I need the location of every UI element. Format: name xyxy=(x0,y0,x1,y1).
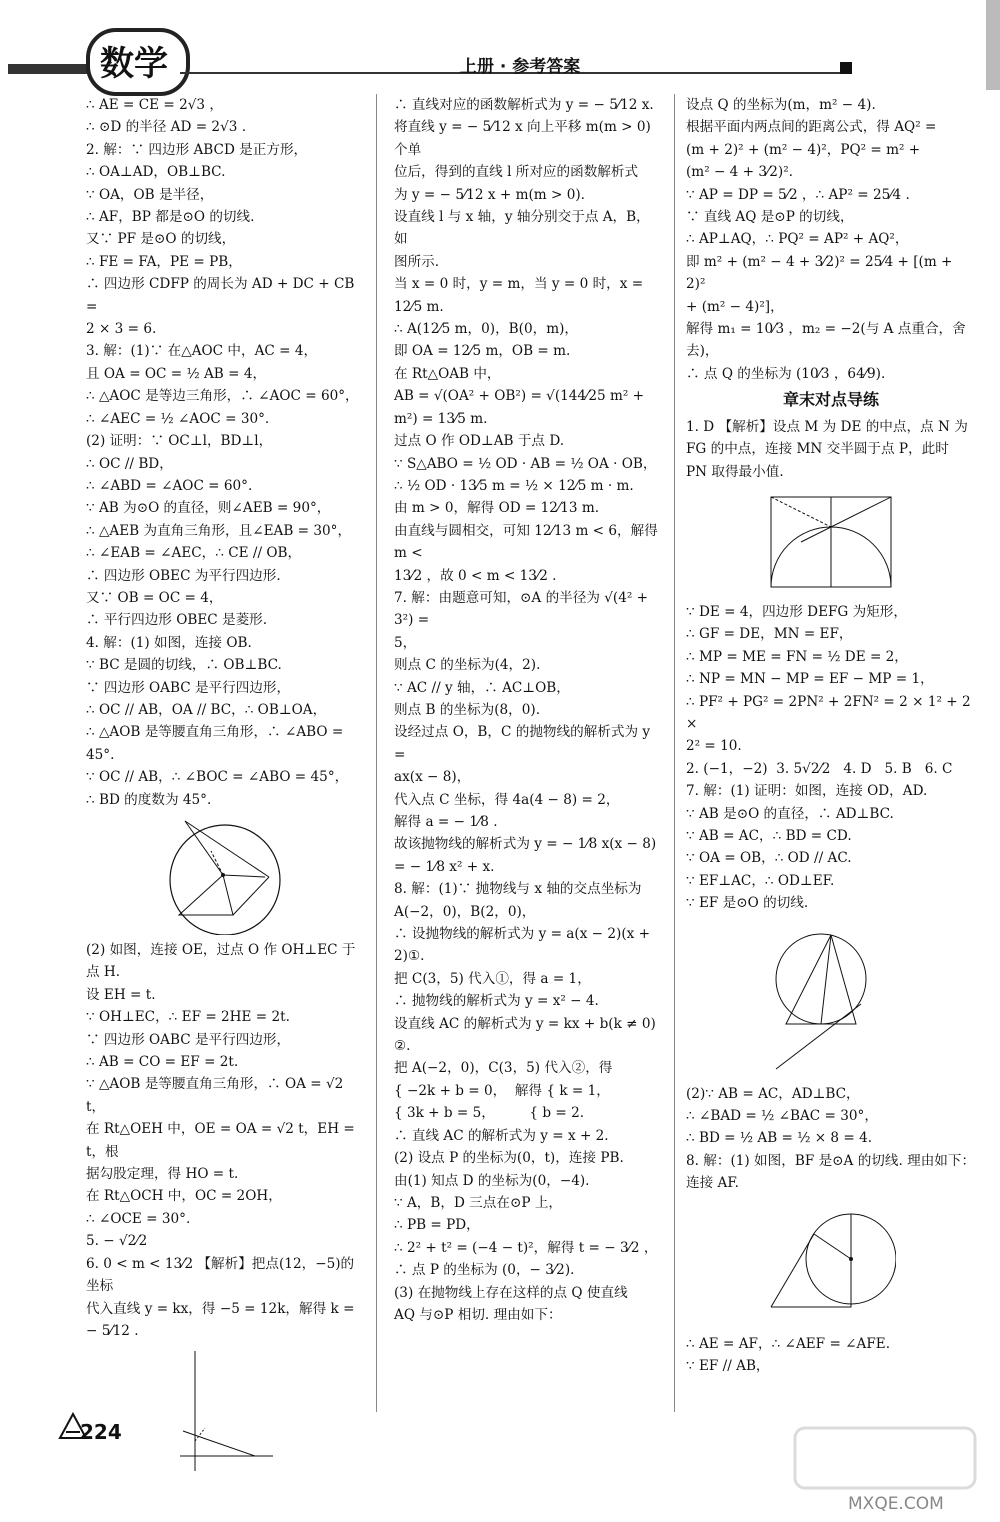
text-line: 把 C(3，5) 代入①，得 a = 1， xyxy=(394,970,591,987)
header-title: 上册 · 参考答案 xyxy=(460,57,581,77)
text-line: ∴ ∠ABD = ∠AOC = 60°. xyxy=(86,477,253,494)
text-line: 1. D 【解析】设点 M 为 DE 的中点，点 N 为 xyxy=(686,418,968,435)
text-block xyxy=(394,94,662,1326)
text-line: ∵ △AOB 是等腰直角三角形，∴ OA = √2 t， xyxy=(86,1076,348,1115)
text-line: 代入直线 y = kx，得 −5 = 12k，解得 k = − 5⁄12 . xyxy=(86,1300,359,1339)
subject-logo xyxy=(86,28,190,96)
text-line: ∴ △AOC 是等边三角形，∴ ∠AOC = 60°， xyxy=(86,388,359,405)
text-line: PN 取得最小值. xyxy=(686,463,784,480)
text-line: ∴ AE = CE = 2√3 ， xyxy=(86,97,223,113)
logo-text: 数学 xyxy=(100,44,168,84)
text-line: 在 Rt△OEH 中，OE = OA = √2 t，EH = t，根 xyxy=(86,1121,360,1160)
text-line: 代入点 C 坐标，得 4a(4 − 8) = 2， xyxy=(394,791,620,808)
text-line: 把 A(−2，0)，C(3，5) 代入②，得 xyxy=(394,1060,613,1077)
text-line: ∵ AB = AC，∴ BD = CD. xyxy=(686,827,852,844)
text-line: ∴ A(12⁄5 m，0)，B(0，m)， xyxy=(394,321,578,338)
text-line: 8. 解：(1) 如图，BF 是⊙A 的切线. 理由如下： xyxy=(686,1152,976,1169)
text-line: FG 的中点，连接 MN 交半圆于点 P，此时 xyxy=(686,441,949,458)
text-line: ∵ OH⊥EC，∴ EF = 2HE = 2t. xyxy=(86,1009,290,1026)
text-line: 2)①. xyxy=(394,948,425,965)
text-line: AQ 与⊙P 相切. 理由如下： xyxy=(394,1306,562,1323)
page-header xyxy=(0,0,1000,92)
text-line: 位后，得到的直线 l 所对应的函数解析式 xyxy=(394,164,639,181)
figure-circle-oabc xyxy=(145,815,305,935)
text-line: ∵ AB 为⊙O 的直径，则∠AEB = 90°， xyxy=(86,500,331,517)
text-line: 由直线与圆相交，可知 12⁄13 m < 6，解得 m < xyxy=(394,522,663,562)
text-line: ∴ AE = AF，∴ ∠AEF = ∠AFE. xyxy=(686,1335,891,1352)
text-line: 在 Rt△OAB 中， xyxy=(394,365,501,382)
text-line: + (m² − 4)²]， xyxy=(686,298,784,315)
text-block xyxy=(686,1333,976,1378)
column-right xyxy=(686,94,976,1377)
figure-circle-a-tangent xyxy=(766,1199,896,1329)
text-line: 45°. xyxy=(86,746,115,763)
text-line: 故该抛物线的解析式为 y = − 1⁄8 x(x − 8) xyxy=(394,836,657,853)
text-line: 8. 解：(1)∵ 抛物线与 x 轴的交点坐标为 xyxy=(394,881,642,898)
text-line: ∵ OA，OB 是半径， xyxy=(86,186,214,203)
text-line: 设点 Q 的坐标为(m，m² − 4). xyxy=(686,97,876,113)
text-line: ∴ PF² + PG² = 2PN² + 2FN² = 2 × 1² + 2 × xyxy=(686,693,975,732)
text-line: ∵ DE = 4，四边形 DEFG 为矩形， xyxy=(686,603,907,620)
text-line: 据勾股定理，得 HO = t. xyxy=(86,1166,239,1183)
text-line: ∵ OC // AB，∴ ∠BOC = ∠ABO = 45°， xyxy=(86,769,349,786)
text-line: 又∵ OB = OC = 4， xyxy=(86,589,223,606)
column-left xyxy=(86,94,364,1480)
text-line: 6. 0 < m < 13⁄2 【解析】把点(12，−5)的坐标 xyxy=(86,1255,355,1295)
text-line: A(−2，0)，B(2，0)， xyxy=(394,903,536,920)
text-line: 3. 解：(1)∵ 在△AOC 中，AC = 4， xyxy=(86,343,318,360)
text-line: ∴ 直线对应的函数解析式为 y = − 5⁄12 x. xyxy=(394,97,654,113)
text-line: ∴ 2² + t² = (−4 − t)²，解得 t = − 3⁄2 ， xyxy=(394,1239,658,1256)
text-line: (2)∵ AB = AC，AD⊥BC， xyxy=(686,1085,860,1102)
text-line: ∴ OC // BD， xyxy=(86,455,173,472)
text-line: 则点 C 的坐标为(4，2). xyxy=(394,657,541,674)
text-line: ∴ △AOB 是等腰直角三角形，∴ ∠ABO = xyxy=(86,724,344,741)
text-line: 由 m > 0，解得 OD = 12⁄13 m. xyxy=(394,500,600,517)
text-line: 则点 B 的坐标为(8，0). xyxy=(394,701,541,718)
text-line: 即 m² + (m² − 4 + 3⁄2)² = 25⁄4 + [(m + 2)² xyxy=(686,253,957,293)
text-line: 设经过点 O，B，C 的抛物线的解析式为 y = xyxy=(394,724,655,763)
text-line: 2 × 3 = 6. xyxy=(86,321,157,338)
text-line: ∴ ∠EAB = ∠AEC，∴ CE // OB， xyxy=(86,545,302,562)
text-line: 7. 解：(1) 证明：如图，连接 OD，AD. xyxy=(686,783,928,800)
text-line: ∴ ⊙D 的半径 AD = 2√3 . xyxy=(86,119,247,136)
text-line: ∴ GF = DE，MN = EF， xyxy=(686,626,853,643)
text-line: 又∵ PF 是⊙O 的切线， xyxy=(86,231,236,248)
text-block xyxy=(686,601,976,915)
text-line: ∴ ∠AEC = ½ ∠AOC = 30°. xyxy=(86,410,270,427)
text-line: ∵ 直线 AQ 是⊙P 的切线， xyxy=(686,209,854,226)
text-line: 且 OA = OC = ½ AB = 4， xyxy=(86,365,267,382)
text-line: ∴ ∠BAD = ½ ∠BAC = 30°， xyxy=(686,1108,878,1124)
text-line: ∵ AP = DP = 5⁄2 ，∴ AP² = 25⁄4 . xyxy=(686,186,910,203)
text-block xyxy=(86,94,364,811)
text-line: ∴ OA⊥AD，OB⊥BC. xyxy=(86,164,226,181)
text-line: (3) 在抛物线上存在这样的点 Q 使直线 xyxy=(394,1284,628,1301)
text-line: 解得 m₁ = 10⁄3 ，m₂ = −2(与 A 点重合，舍去)， xyxy=(686,321,966,360)
text-line: 过点 O 作 OD⊥AB 于点 D. xyxy=(394,433,565,450)
column-divider xyxy=(376,94,377,1412)
text-line: ∴ ½ OD · 13⁄5 m = ½ × 12⁄5 m · m. xyxy=(394,477,634,494)
watermark-url: MXQE.COM xyxy=(848,1494,944,1514)
text-line: ∴ 点 Q 的坐标为 (10⁄3 ，64⁄9). xyxy=(686,365,886,382)
figure-axes-line xyxy=(175,1346,275,1476)
text-line: ∵ S△ABO = ½ OD · AB = ½ OA · OB， xyxy=(394,455,657,472)
text-line: ∵ A，B，D 三点在⊙P 上， xyxy=(394,1194,563,1211)
text-line: { 3k + b = 5， { b = 2. xyxy=(394,1105,585,1122)
text-line: ∴ 四边形 CDFP 的周长为 AD + DC + CB = xyxy=(86,276,359,315)
text-line: 即 OA = 12⁄5 m，OB = m. xyxy=(394,343,571,360)
text-line: ∴ 抛物线的解析式为 y = x² − 4. xyxy=(394,993,599,1010)
text-line: ∵ AC // y 轴，∴ AC⊥OB， xyxy=(394,679,570,696)
text-line: ∵ EF // AB， xyxy=(686,1358,770,1375)
text-line: ∴ PB = PD， xyxy=(394,1217,480,1234)
text-line: (2) 证明：∵ OC⊥l，BD⊥l， xyxy=(86,433,273,450)
text-line: AB = √(OA² + OB²) = √(144⁄25 m² + m²) = 13⁄5 m. xyxy=(394,388,649,427)
text-line: ∴ AF，BP 都是⊙O 的切线. xyxy=(86,209,255,226)
text-line: 为 y = − 5⁄12 x + m(m > 0). xyxy=(394,186,585,203)
text-block xyxy=(686,416,976,483)
text-line: 连接 AF. xyxy=(686,1175,739,1192)
text-line: ∴ 平行四边形 OBEC 是菱形. xyxy=(86,612,268,629)
text-line: ∴ ∠OCE = 30°. xyxy=(86,1210,191,1227)
text-line: 设 EH = t. xyxy=(86,986,156,1003)
text-line: ∴ AB = CO = EF = 2t. xyxy=(86,1054,239,1071)
figure-rectangle-semicircle xyxy=(761,487,901,597)
text-line: ∵ BC 是圆的切线，∴ OB⊥BC. xyxy=(86,657,282,674)
text-line: ∴ OC // AB，OA // BC，∴ OB⊥OA， xyxy=(86,701,327,718)
text-line: 4. 解：(1) 如图，连接 OB. xyxy=(86,634,252,651)
section-title: 章末对点导练 xyxy=(782,390,879,410)
text-line: 7. 解：由题意可知，⊙A 的半径为 √(4² + 3²) = xyxy=(394,589,653,629)
column-divider xyxy=(674,94,675,1412)
text-line: ∵ 四边形 OABC 是平行四边形， xyxy=(86,679,291,696)
text-line: 2. (−1，−2) 3. 5√2⁄2 4. D 5. B 6. C xyxy=(686,760,953,777)
text-line: 当 x = 0 时，y = m，当 y = 0 时，x = 12⁄5 m. xyxy=(394,276,648,315)
text-line: ∵ AB 是⊙O 的直径，∴ AD⊥BC. xyxy=(686,805,894,822)
text-line: 图所示. xyxy=(394,253,440,270)
text-line: (2) 设点 P 的坐标为(0，t)，连接 PB. xyxy=(394,1150,624,1167)
column-middle xyxy=(394,94,662,1326)
text-line: ∴ NP = MN − MP = EF − MP = 1， xyxy=(686,671,934,688)
page-edge-strip xyxy=(986,0,1000,90)
text-line: ∴ 设抛物线的解析式为 y = a(x − 2)(x + xyxy=(394,926,651,943)
text-line: 将直线 y = − 5⁄12 x 向上平移 m(m > 0) 个单 xyxy=(394,119,656,158)
text-line: 5， xyxy=(394,634,417,651)
text-line: (2) 如图，连接 OE，过点 O 作 OH⊥EC 于 xyxy=(86,942,356,958)
text-line: 5. − √2⁄2 xyxy=(86,1233,148,1250)
figure-circle-abc xyxy=(766,919,896,1079)
text-line: (m + 2)² + (m² − 4)²，PQ² = m² + xyxy=(686,141,921,158)
text-line: ∴ △AEB 为直角三角形，且∠EAB = 30°， xyxy=(86,522,352,539)
text-line: 解得 a = − 1⁄8 . xyxy=(394,814,498,830)
text-line: 2. 解：∵ 四边形 ABCD 是正方形， xyxy=(86,141,308,158)
text-line: ∵ EF 是⊙O 的切线. xyxy=(686,895,809,912)
text-line: 13⁄2 ，故 0 < m < 13⁄2 . xyxy=(394,567,557,584)
header-bar xyxy=(8,64,88,74)
text-line: ∴ 点 P 的坐标为 (0，− 3⁄2). xyxy=(394,1262,575,1279)
text-line: { −2k + b = 0， 解得 { k = 1， xyxy=(394,1082,610,1099)
text-line: ∴ MP = ME = FN = ½ DE = 2， xyxy=(686,648,908,665)
text-line: 在 Rt△OCH 中，OC = 2OH， xyxy=(86,1188,282,1205)
text-line: 设直线 l 与 x 轴，y 轴分别交于点 A，B，如 xyxy=(394,209,650,248)
text-line: (m² − 4 + 3⁄2)². xyxy=(686,164,793,181)
text-line: 点 H. xyxy=(86,964,121,981)
text-line: ∴ BD 的度数为 45°. xyxy=(86,791,212,808)
text-line: ∵ EF⊥AC，∴ OD⊥EF. xyxy=(686,872,835,889)
text-line: 2² = 10. xyxy=(686,738,742,755)
text-line: ∴ BD = ½ AB = ½ × 8 = 4. xyxy=(686,1130,873,1147)
watermark-logo xyxy=(790,1418,980,1498)
text-line: ∵ 四边形 OABC 是平行四边形， xyxy=(86,1031,291,1048)
text-line: ax(x − 8)， xyxy=(394,769,471,786)
text-line: = − 1⁄8 x² + x. xyxy=(394,858,495,875)
text-line: 根据平面内两点间的距离公式，得 AQ² = xyxy=(686,119,937,136)
text-line: ∴ 直线 AC 的解析式为 y = x + 2. xyxy=(394,1127,609,1144)
page-number: 224 xyxy=(80,1420,122,1444)
text-line: ∴ AP⊥AQ，∴ PQ² = AP² + AQ²， xyxy=(686,231,909,248)
text-line: ∴ FE = FA，PE = PB， xyxy=(86,253,242,270)
text-block xyxy=(86,939,364,1342)
header-square xyxy=(840,62,852,74)
text-line: ∵ OA = OB，∴ OD // AC. xyxy=(686,850,852,867)
text-line: 由(1) 知点 D 的坐标为(0，−4). xyxy=(394,1172,590,1189)
text-line: ∴ 四边形 OBEC 为平行四边形. xyxy=(86,567,281,584)
text-line: 设直线 AC 的解析式为 y = kx + b(k ≠ 0) xyxy=(394,1015,656,1032)
text-block xyxy=(686,94,976,385)
text-block xyxy=(686,1083,976,1195)
text-line: ②. xyxy=(394,1038,411,1055)
